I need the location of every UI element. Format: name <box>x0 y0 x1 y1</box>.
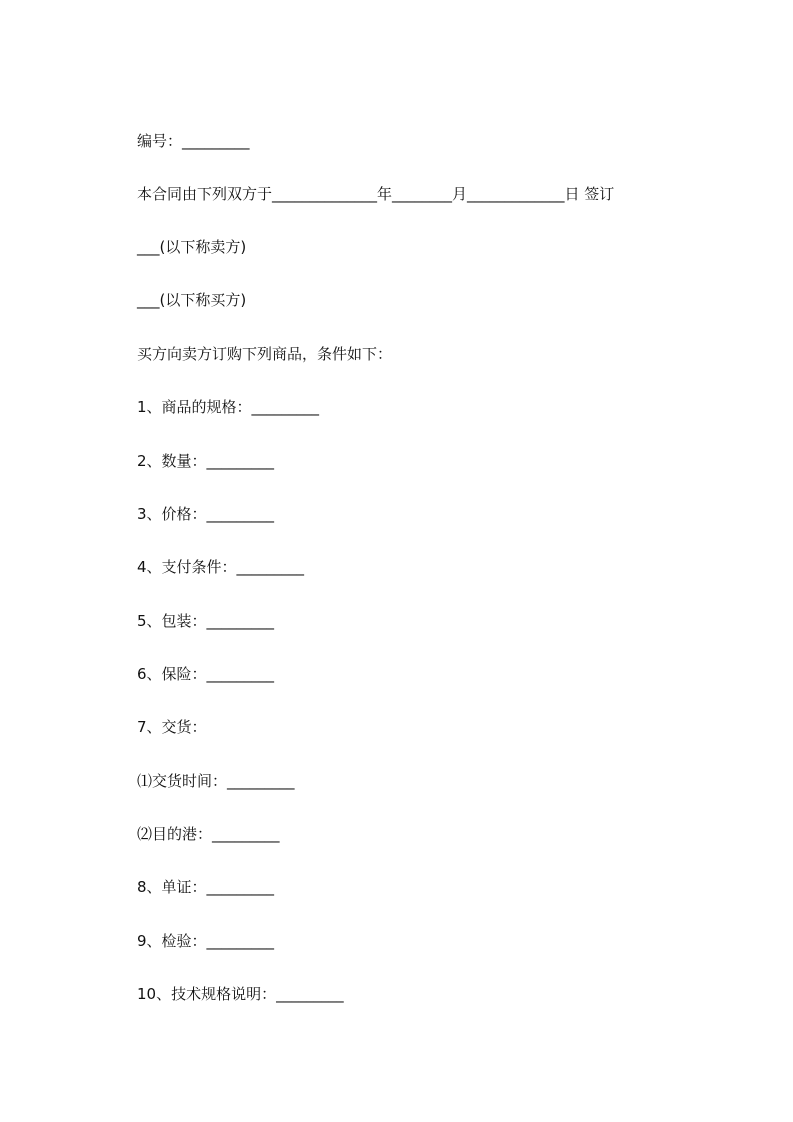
clause-price: 3、价格：_________ <box>137 505 275 523</box>
clause-technical-specs: 10、技术规格说明：_________ <box>137 985 344 1003</box>
clause-inspection: 9、检验：_________ <box>137 932 275 950</box>
clause-payment-terms: 4、支付条件：_________ <box>137 558 305 576</box>
contract-number-line: 编号：_________ <box>137 132 250 150</box>
signing-date-line: 本合同由下列双方于______________年________月_____________日 签订 <box>137 185 615 203</box>
clause-delivery: 7、交货： <box>137 718 207 736</box>
clause-delivery-time: ⑴交货时间：_________ <box>137 772 295 790</box>
seller-line: ___(以下称卖方) <box>137 238 247 256</box>
clause-destination-port: ⑵目的港：_________ <box>137 825 280 843</box>
clause-quantity: 2、数量：_________ <box>137 452 275 470</box>
clause-packaging: 5、包装：_________ <box>137 612 275 630</box>
clause-specification: 1、商品的规格：_________ <box>137 398 320 416</box>
buyer-line: ___(以下称买方) <box>137 291 247 309</box>
terms-intro-line: 买方向卖方订购下列商品，条件如下： <box>137 345 393 363</box>
clause-insurance: 6、保险：_________ <box>137 665 275 683</box>
clause-documents: 8、单证：_________ <box>137 878 275 896</box>
